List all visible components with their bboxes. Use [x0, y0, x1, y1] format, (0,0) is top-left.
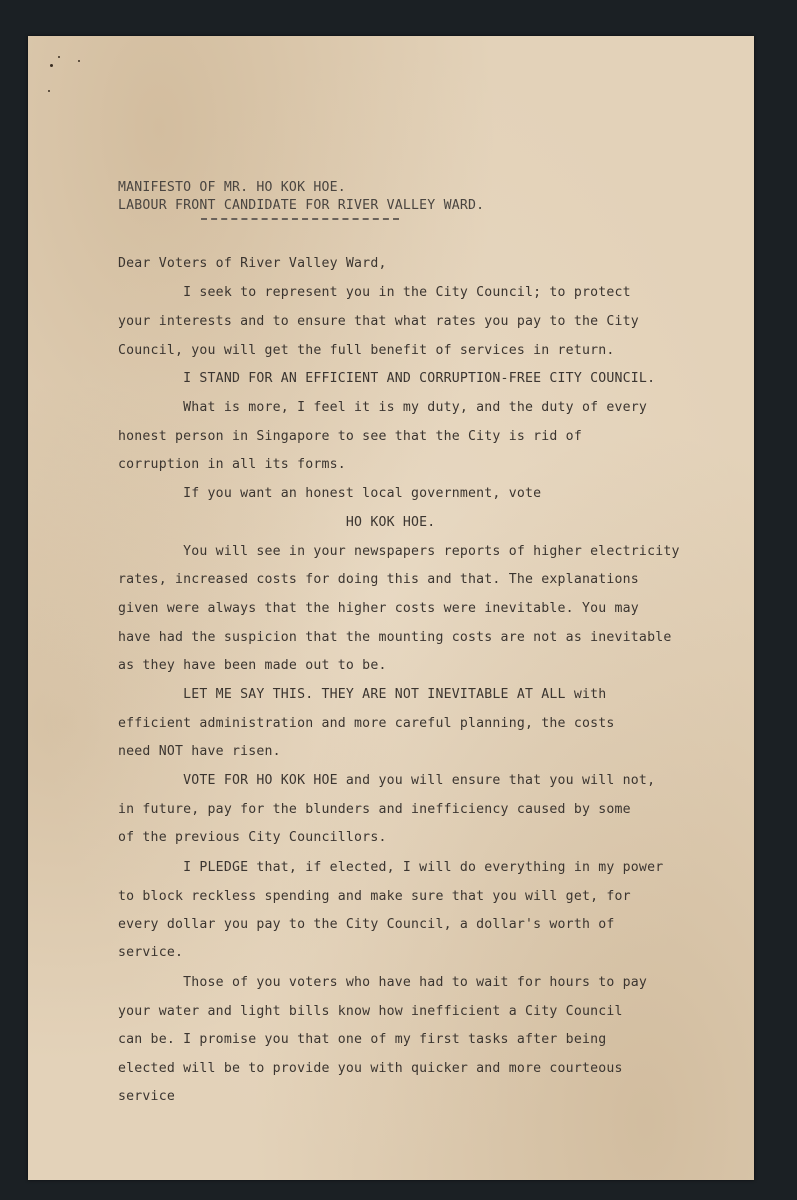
heading-underline [201, 218, 399, 220]
body-line: elected will be to provide you with quicker and more courteous [118, 1061, 623, 1076]
body-line: corruption in all its forms. [118, 457, 346, 472]
body-line: I seek to represent you in the City Council; to protect [118, 285, 631, 300]
body-line: your interests and to ensure that what rates you pay to the City [118, 314, 639, 329]
paper-speck [78, 60, 80, 62]
salutation: Dear Voters of River Valley Ward, [118, 256, 387, 271]
body-line: can be. I promise you that one of my first tasks after being [118, 1032, 607, 1047]
body-line: I STAND FOR AN EFFICIENT AND CORRUPTION-FREE CITY COUNCIL. [118, 371, 656, 386]
manifesto-heading: MANIFESTO OF MR. HO KOK HOE. [118, 180, 346, 195]
body-line: as they have been made out to be. [118, 658, 387, 673]
body-line: rates, increased costs for doing this and that. The explanations [118, 572, 639, 587]
body-line: service. [118, 945, 184, 960]
body-line: You will see in your newspapers reports of higher electricity [118, 544, 680, 559]
body-line: If you want an honest local government, vote [118, 486, 542, 501]
paper-speck [58, 56, 60, 58]
paper-speck [48, 90, 50, 92]
body-line: service [118, 1089, 175, 1104]
body-line: your water and light bills know how inefficient a City Council [118, 1004, 623, 1019]
body-line: to block reckless spending and make sure that you will get, for [118, 889, 631, 904]
body-line: need NOT have risen. [118, 744, 281, 759]
body-line: of the previous City Councillors. [118, 830, 387, 845]
body-line: efficient administration and more careful planning, the costs [118, 716, 615, 731]
body-line: Council, you will get the full benefit of services in return. [118, 343, 615, 358]
body-line: have had the suspicion that the mounting costs are not as inevitable [118, 630, 672, 645]
candidate-subheading: LABOUR FRONT CANDIDATE FOR RIVER VALLEY WARD. [118, 198, 485, 213]
body-line: given were always that the higher costs were inevitable. You may [118, 601, 639, 616]
body-line: every dollar you pay to the City Council, a dollar's worth of [118, 917, 615, 932]
body-line: in future, pay for the blunders and inefficiency caused by some [118, 802, 631, 817]
body-line: VOTE FOR HO KOK HOE and you will ensure that you will not, [118, 773, 656, 788]
body-line: I PLEDGE that, if elected, I will do everything in my power [118, 860, 664, 875]
body-line: LET ME SAY THIS. THEY ARE NOT INEVITABLE AT ALL with [118, 687, 607, 702]
body-line: Those of you voters who have had to wait for hours to pay [118, 975, 648, 990]
body-line: What is more, I feel it is my duty, and the duty of every [118, 400, 648, 415]
body-line: honest person in Singapore to see that the City is rid of [118, 429, 582, 444]
candidate-name-line: HO KOK HOE. [118, 515, 436, 530]
paper-speck [50, 64, 53, 67]
